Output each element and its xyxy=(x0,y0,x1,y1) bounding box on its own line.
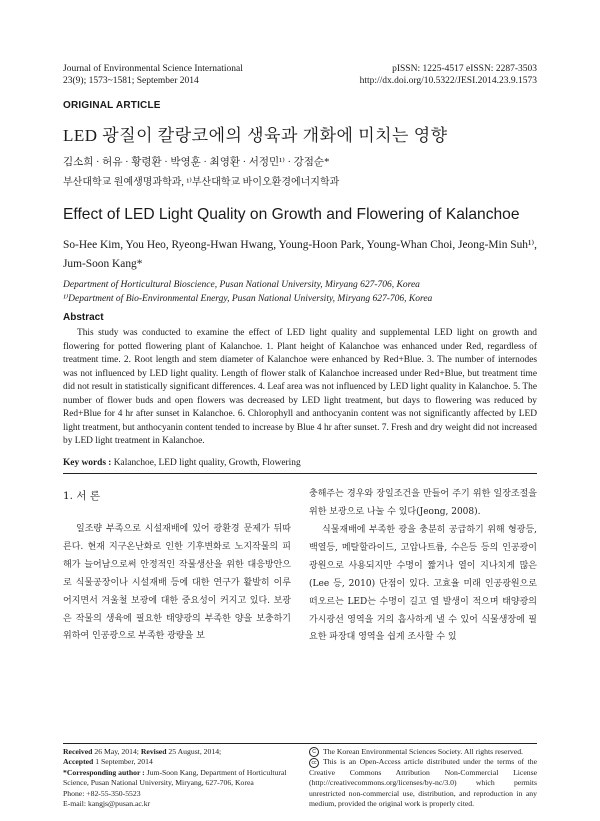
article-type: ORIGINAL ARTICLE xyxy=(63,100,161,111)
phone: Phone: +82-55-350-5523 xyxy=(63,788,141,798)
keywords-text: Kalanchoe, LED light quality, Growth, Flowering xyxy=(113,458,301,468)
received-line: Received 26 May, 2014; Revised 25 August, 2014; xyxy=(63,747,222,756)
left-column-text: 일조량 부족으로 시설재배에 있어 광환경 문제가 뒤따른다. 현재 지구온난화로 인한 기후변화로 노지작물의 피해가 늘어남으로써 안정적인 작물생산을 위한 대응방안으로 식물공장이나 시설재배 등에 대한 연구가 활발히 이루어지면서 겨울철 보광에 대한 중요성이 커지고 있다. 보광은 작물의 생육에 필요한 태양광의 부족한 양을 보충하기 위하여 인공광으로 부족한 광량을 보 xyxy=(63,524,291,642)
english-title: Effect of LED Light Quality on Growth and Flowering of Kalanchoe xyxy=(63,206,520,223)
journal-issn: pISSN: 1225-4517 eISSN: 2287-3503 xyxy=(392,64,537,74)
accepted-line: Accepted 1 September, 2014 xyxy=(63,757,153,767)
copyright-icon: C xyxy=(309,747,319,757)
korean-title: LED 광질이 칼랑코에의 생육과 개화에 미치는 영향 xyxy=(63,126,448,145)
right-column-para-2: 식물재배에 부족한 광을 충분히 공급하기 위해 형광등, 백열등, 메탈할라이드, 고압나트륨, 수은등 등의 인공광이 광원으로 사용되지만 수명이 짧거나 열이 지나치게 많은(Lee 등, 2010) 단점이 있다. 고효율 미래 인공광원으로 떠오르는 LED는 수명이 길고 열 발생이 적으며 태양광의 가시광선 영역을 거의 흡사하게 낼 수 있어 식물생장에 필요한 파장대 영역을 쉽게 조사할 수 있 xyxy=(309,525,537,643)
abstract-text: This study was conducted to examine the effect of LED light quality and supplemental LED light on growth and flowering for potted flowering plant of Kalanchoe. 1. Plant height of Kalanchoe was enhanced under Red, regardless of treatment time. 2. Root length and stem diameter of Kalanchoe were enhanced by Red+Blue. 3. The number of internodes was not influenced by LED light quality. Length of flower stalk of Kalanchoe increased under Red+Blue, but treatment time did not result in statistically significant differences. 4. Leaf area was not influenced by LED light quality in Kalanchoe. 5. The number of flower buds and open flowers was decreased by LED light treatment, but days to flowering was reduced by Red+Blue for 4 hr after sunset in Kalanchoe. 6. Chlorophyll and anthocyanin content was not significantly affected by LED light treatment, but anthocyanin content tended to increase by Blue 4 hr after sunset. 7. Fresh and dry weight did not increased by LED light treatment in Kalanchoe. xyxy=(63,328,537,446)
abstract-heading: Abstract xyxy=(63,312,104,323)
english-affiliations xyxy=(63,278,543,306)
abstract-divider xyxy=(63,473,537,474)
korean-affiliation: 부산대학교 원예생명과학과, ¹⁾부산대학교 바이오환경에너지학과 xyxy=(63,177,340,188)
journal-name: Journal of Environmental Science International xyxy=(63,64,243,74)
creative-commons-icon: cc xyxy=(309,758,319,768)
email[interactable]: E-mail: kangjs@pusan.ac.kr xyxy=(63,799,151,809)
keywords xyxy=(63,458,537,468)
keywords-label: Key words : xyxy=(63,458,112,468)
footer-divider xyxy=(63,743,537,744)
affiliation-1: Department of Horticultural Bioscience, Pusan National University, Miryang 627-706, Korea xyxy=(63,280,420,290)
right-column-para-1: 충해주는 경우와 장일조건을 만들어 주기 위한 일장조절을 위한 보광으로 나눌 수 있다(Jeong, 2008). xyxy=(309,489,537,517)
journal-volume: 23(9); 1573~1581; September 2014 xyxy=(63,76,199,86)
english-authors: So-Hee Kim, You Heo, Ryeong-Hwan Hwang, Young-Hoon Park, Young-Whan Choi, Jeong-Min Suh¹⁾, Jum-Soon Kang* xyxy=(63,239,538,270)
license-line: cc This is an Open-Access article distributed under the terms of the Creative Commons Attribution Non-Commercial License (http://creativecommons.org/licenses/by-nc/3.0) which permits unrestricted non-commercial use, distribution, and reproduction in any medium, provided the original work is properly cited. xyxy=(309,757,537,809)
affiliation-2: ¹⁾Department of Bio-Environmental Energy, Pusan National University, Miryang 627-706, Korea xyxy=(63,294,433,304)
section-heading: 1. 서 론 xyxy=(63,490,100,502)
corresponding-author: *Corresponding author : Jum-Soon Kang, Department of Horticultural Science, Pusan National University, Miryang, 627-706, Korea xyxy=(63,767,287,788)
journal-doi[interactable]: http://dx.doi.org/10.5322/JESI.2014.23.9.1573 xyxy=(359,76,537,86)
article-history xyxy=(63,747,291,809)
license-block xyxy=(309,747,537,809)
copyright-line: C The Korean Environmental Sciences Society. All rights reserved. xyxy=(309,747,537,757)
korean-authors: 김소희 · 허유 · 황령환 · 박영훈 · 최영환 · 서정민¹⁾ · 강점순* xyxy=(63,157,330,168)
